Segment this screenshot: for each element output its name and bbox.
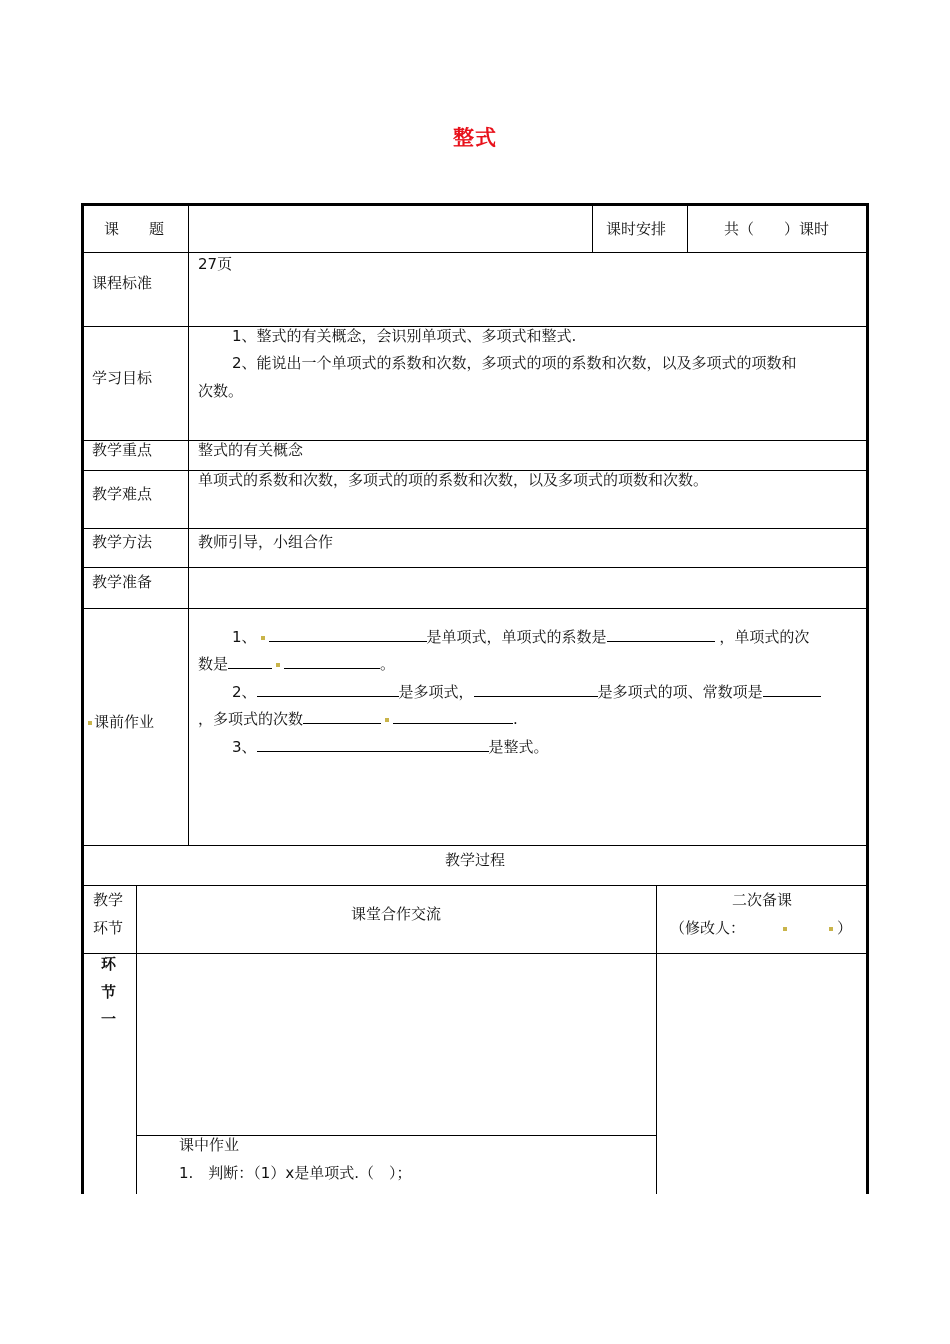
standard-value: 27页 bbox=[198, 255, 233, 273]
hours-label: 课时安排 bbox=[606, 220, 667, 238]
method-label: 教学方法 bbox=[92, 533, 153, 551]
blank-field[interactable] bbox=[284, 652, 380, 669]
preclass-label: 课前作业 bbox=[88, 711, 154, 733]
rule bbox=[84, 608, 866, 609]
preclass-line-2: 数是 。 bbox=[198, 652, 395, 675]
inclass-question-1: 1. 判断：（1）x是单项式.（ ）； bbox=[179, 1164, 412, 1182]
preclass-line-3: 2、 是多项式， 是多项式的项、常数项是 bbox=[232, 680, 821, 703]
rule bbox=[84, 845, 866, 846]
marker-dot bbox=[276, 663, 280, 667]
stage-one-char-2: 节 bbox=[101, 983, 117, 1001]
rule bbox=[188, 206, 189, 845]
stage-column-header-2: 环节 bbox=[93, 919, 124, 937]
reviser-line: （修改人： ） bbox=[670, 919, 853, 937]
blank-field[interactable] bbox=[393, 707, 513, 724]
method-value: 教师引导，小组合作 bbox=[198, 533, 334, 551]
standard-label: 课程标准 bbox=[92, 274, 153, 292]
topic-label: 课 题 bbox=[104, 220, 165, 238]
hours-value: 共（ ）课时 bbox=[724, 220, 830, 238]
blank-field[interactable] bbox=[257, 735, 489, 752]
goals-label: 学习目标 bbox=[92, 369, 153, 387]
rule bbox=[84, 528, 866, 529]
stage-one-char-1: 环 bbox=[101, 955, 117, 973]
rule bbox=[84, 953, 866, 954]
revision-column-header: 二次备课 bbox=[731, 891, 792, 909]
preclass-line-1: 1、 是单项式，单项式的系数是 ，单项式的次 bbox=[232, 625, 809, 648]
inclass-title: 课中作业 bbox=[179, 1136, 240, 1154]
focus-value: 整式的有关概念 bbox=[198, 441, 304, 459]
marker-dot bbox=[261, 636, 265, 640]
blank-field[interactable] bbox=[257, 680, 399, 697]
preclass-line-5: 3、 是整式。 bbox=[232, 735, 549, 758]
rule bbox=[84, 885, 866, 886]
preclass-line-4: ，多项式的次数 . bbox=[198, 707, 518, 730]
rule bbox=[687, 206, 688, 252]
goal-line-1: 1、整式的有关概念，会识别单项式、多项式和整式. bbox=[232, 327, 577, 345]
rule bbox=[136, 885, 137, 1194]
stage-column-header-1: 教学 bbox=[93, 891, 124, 909]
difficulty-label: 教学难点 bbox=[92, 485, 153, 503]
difficulty-value: 单项式的系数和次数，多项式的项的系数和次数，以及多项式的项数和次数。 bbox=[198, 471, 709, 489]
blank-field[interactable] bbox=[228, 652, 272, 669]
process-header: 教学过程 bbox=[444, 851, 505, 869]
rule bbox=[84, 567, 866, 568]
activity-column-header: 课堂合作交流 bbox=[350, 905, 441, 923]
rule bbox=[656, 885, 657, 1194]
marker-dot bbox=[88, 721, 92, 725]
marker-dot bbox=[783, 927, 787, 931]
goal-line-3: 次数。 bbox=[198, 382, 244, 400]
blank-field[interactable] bbox=[474, 680, 598, 697]
marker-dot bbox=[829, 927, 833, 931]
blank-field[interactable] bbox=[303, 707, 381, 724]
blank-field[interactable] bbox=[269, 625, 427, 642]
marker-dot bbox=[385, 718, 389, 722]
goal-line-2: 2、能说出一个单项式的系数和次数，多项式的项的系数和次数，以及多项式的项数和 bbox=[232, 354, 797, 372]
focus-label: 教学重点 bbox=[92, 441, 153, 459]
rule bbox=[592, 206, 593, 252]
prep-label: 教学准备 bbox=[92, 573, 153, 591]
stage-one-char-3: 一 bbox=[101, 1010, 117, 1028]
blank-field[interactable] bbox=[763, 680, 821, 697]
blank-field[interactable] bbox=[607, 625, 715, 642]
document-title: 整式 bbox=[453, 126, 497, 150]
